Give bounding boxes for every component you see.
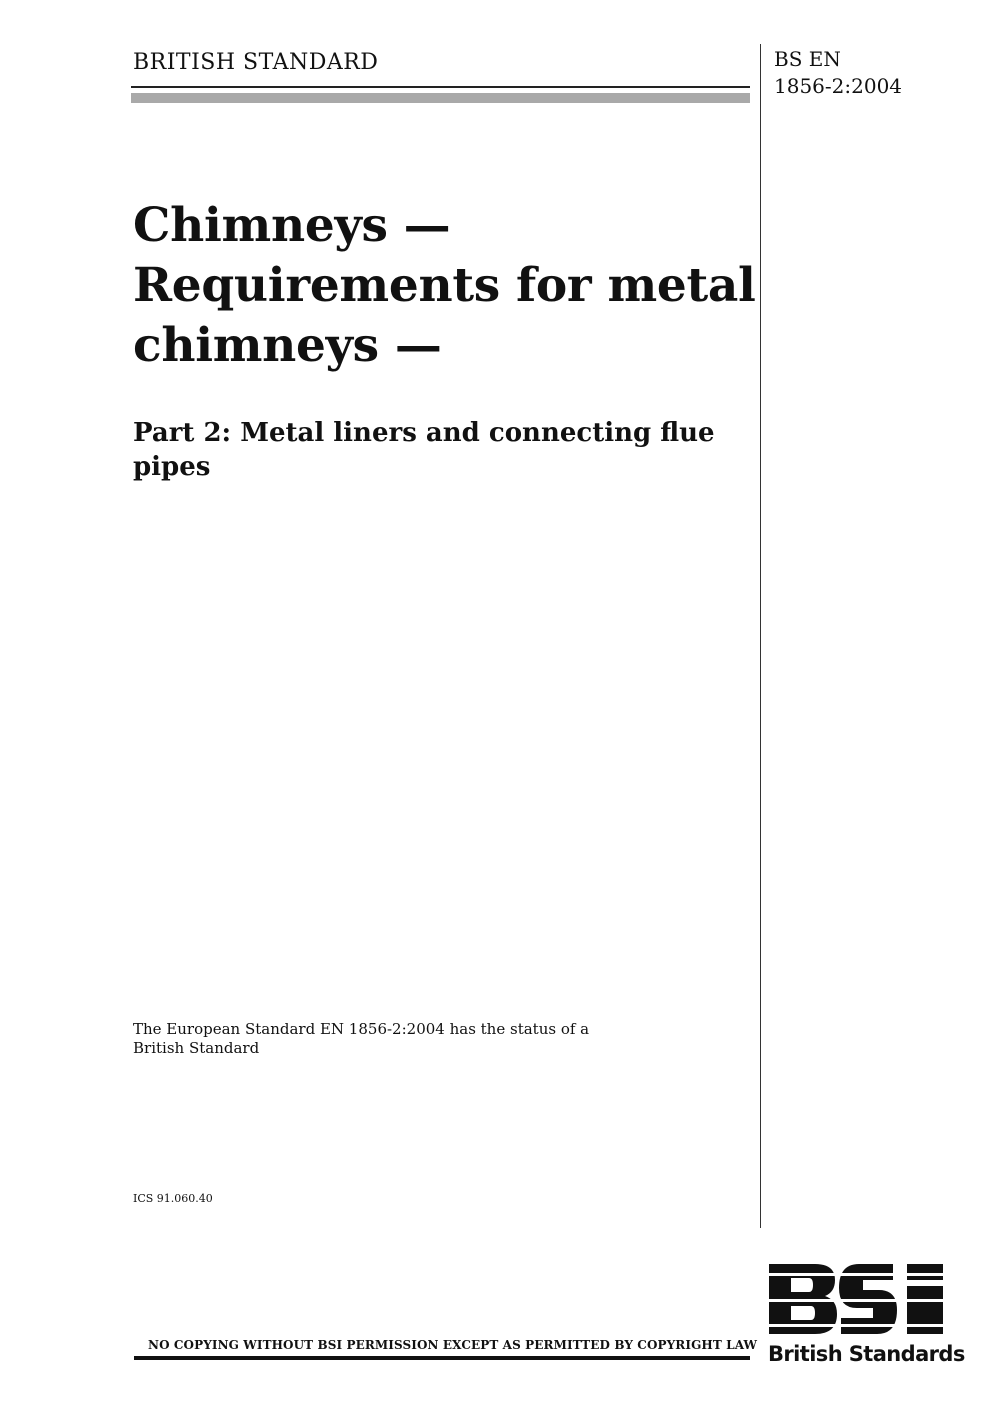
document-title xyxy=(133,196,756,376)
header-rule-thin xyxy=(131,86,750,88)
copyright-notice: NO COPYING WITHOUT BSI PERMISSION EXCEPT AS PERMITTED BY COPYRIGHT LAW xyxy=(148,1338,758,1352)
title-line-2: Requirements for metal xyxy=(133,258,756,313)
standard-number xyxy=(774,46,902,100)
document-subtitle xyxy=(133,416,753,484)
ics-code: ICS 91.060.40 xyxy=(133,1192,213,1205)
title-line-3: chimneys — xyxy=(133,318,442,373)
document-type-label: BRITISH STANDARD xyxy=(133,50,379,75)
footer-rule xyxy=(134,1356,750,1360)
standard-number-line-1: BS EN xyxy=(774,47,841,71)
vertical-divider xyxy=(760,44,761,1228)
header-rule-thick xyxy=(131,93,750,103)
subtitle-line-1: Part 2: Metal liners and connecting flue xyxy=(133,418,715,448)
subtitle-line-2: pipes xyxy=(133,452,211,482)
status-note xyxy=(133,1020,589,1058)
status-note-line-1: The European Standard EN 1856-2:2004 has the status of a xyxy=(133,1020,590,1038)
status-note-line-2: British Standard xyxy=(133,1039,260,1057)
bsi-logo-caption: British Standards xyxy=(768,1342,965,1366)
title-line-1: Chimneys — xyxy=(133,198,451,253)
standard-number-line-2: 1856-2:2004 xyxy=(774,74,903,98)
